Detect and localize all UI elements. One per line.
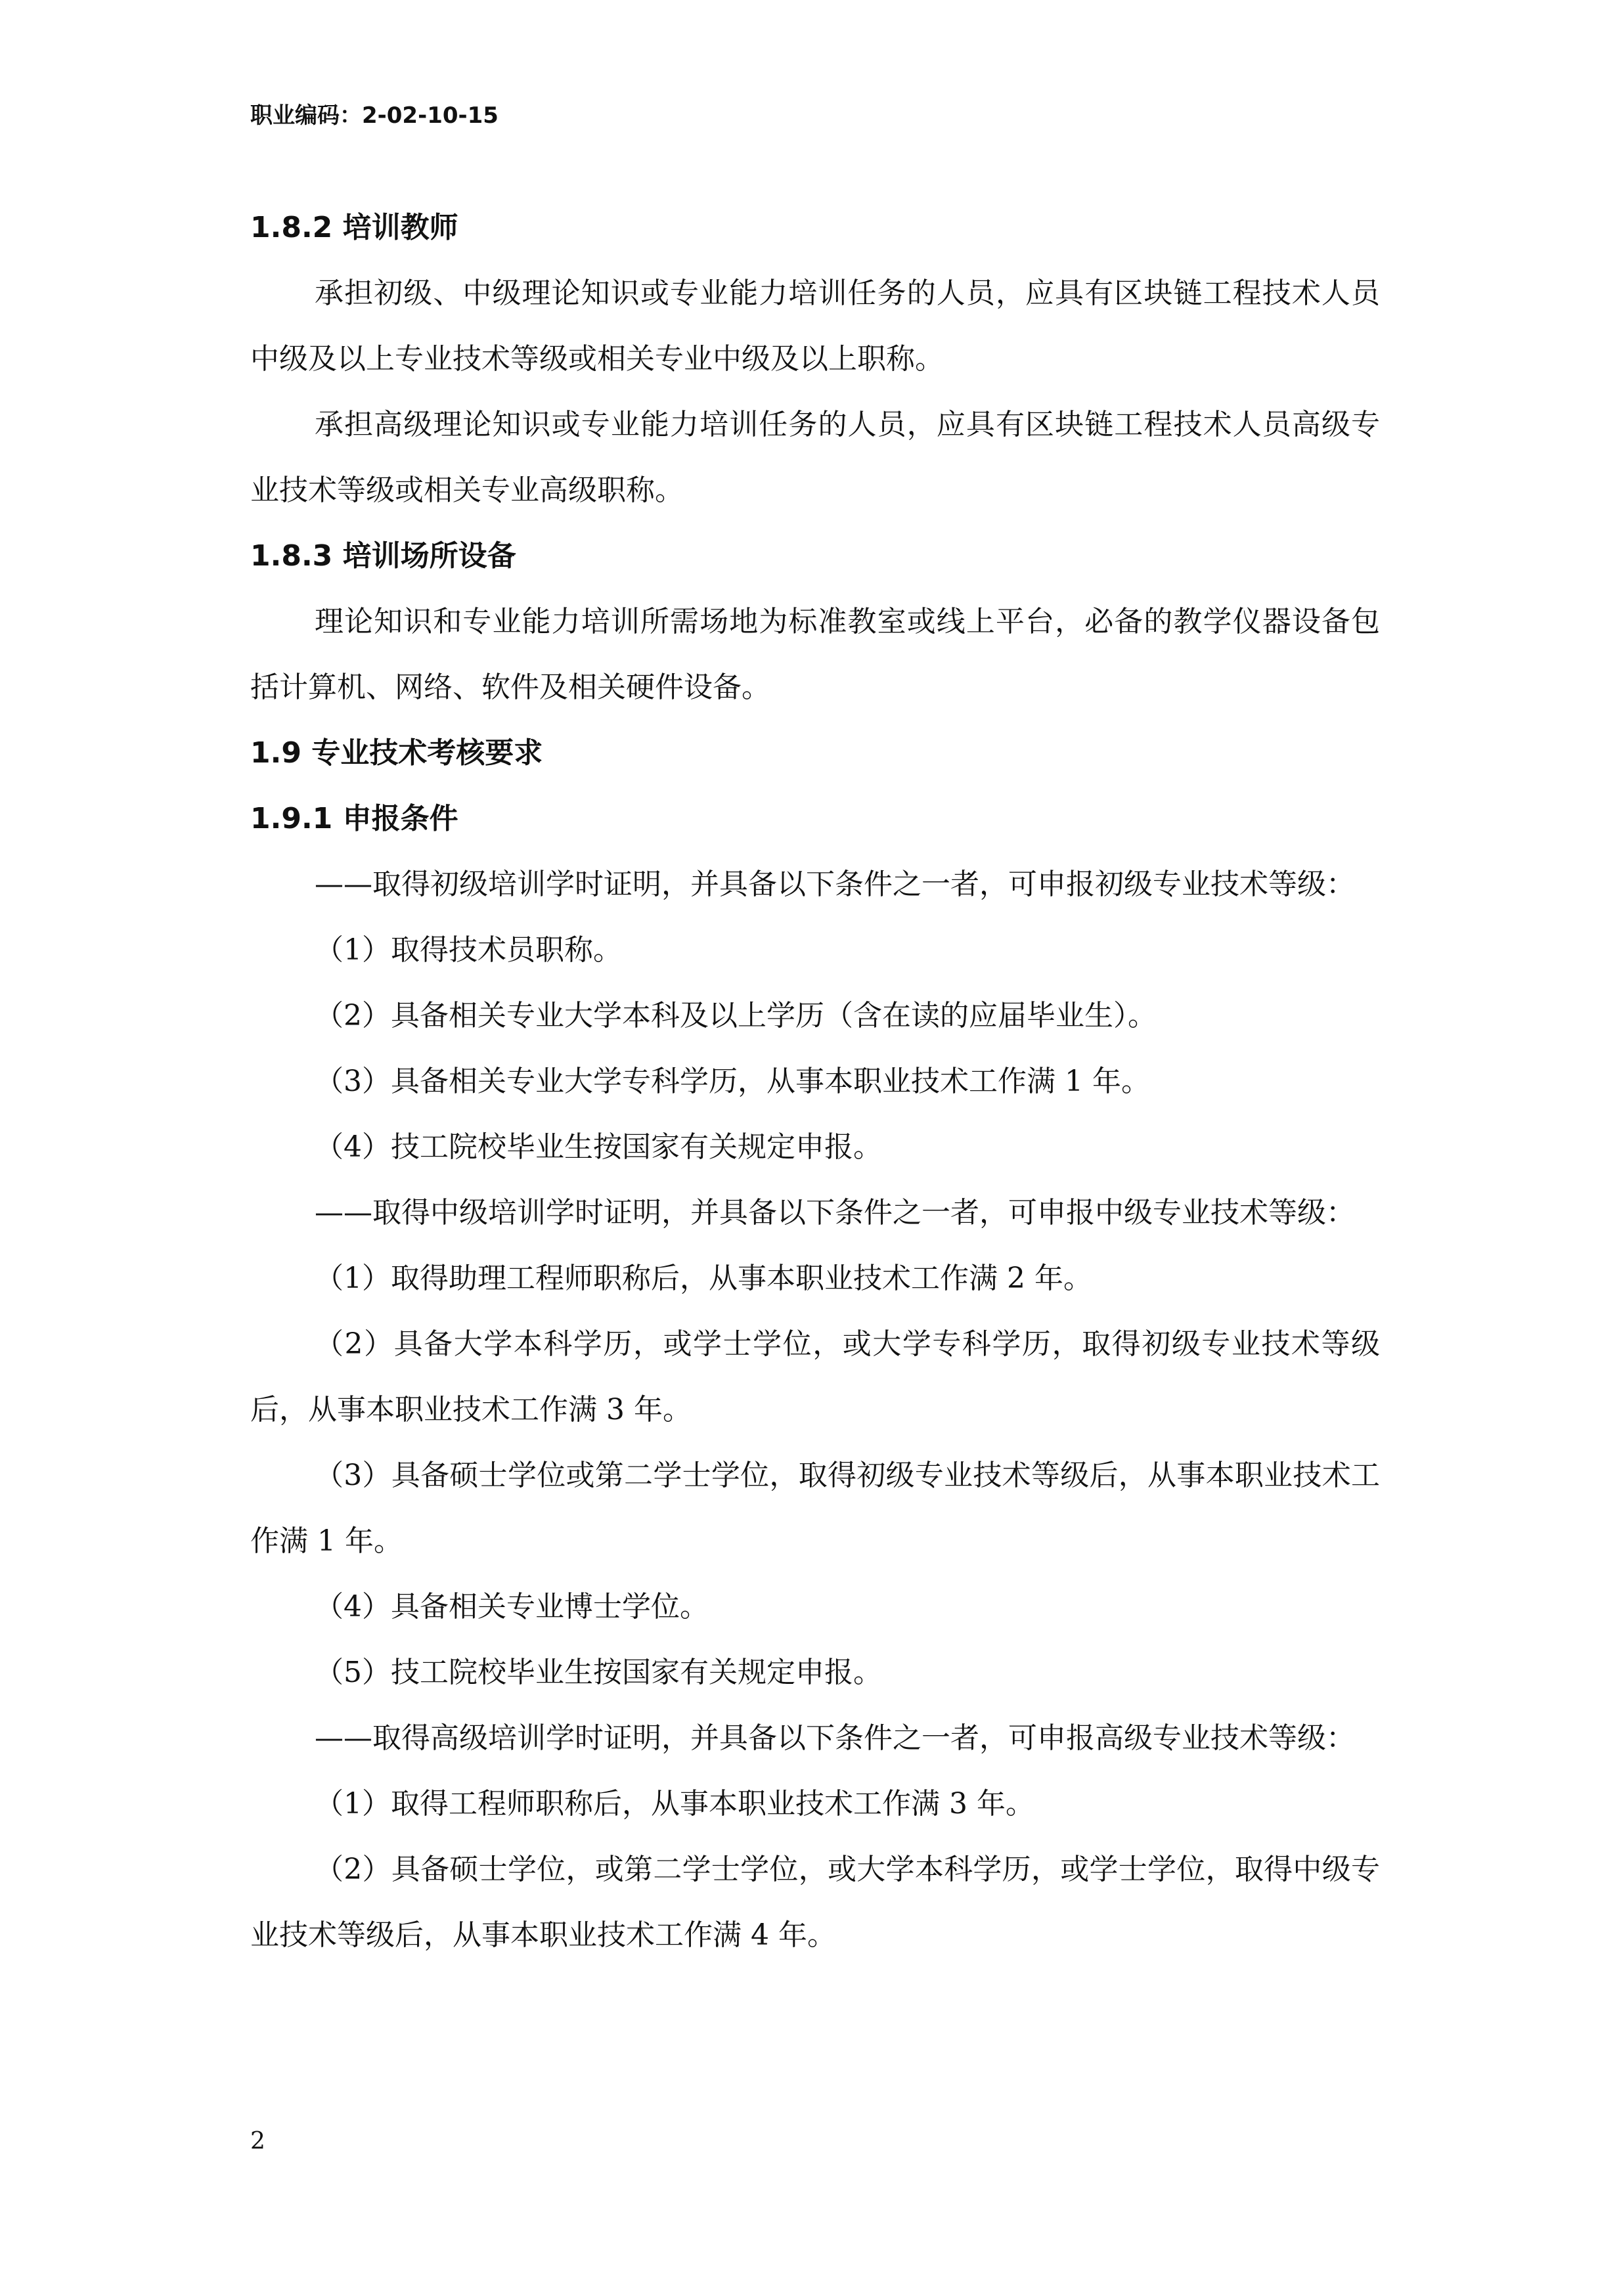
occupation-code-header: 职业编码：2-02-10-15 [250, 102, 499, 129]
section-heading-1-9-1: 1.9.1 申报条件 [250, 802, 458, 835]
paragraph-teacher-senior: 承担高级理论知识或专业能力培训任务的人员，应具有区块链工程技术人员高级专业技术等级或相关专业高级职称。 [250, 408, 1380, 507]
list-item: （4）具备相关专业博士学位。 [315, 1590, 709, 1623]
page-number: 2 [250, 2128, 265, 2155]
section-heading-1-8-3: 1.8.3 培训场所设备 [250, 539, 516, 573]
list-item: （2）具备相关专业大学本科及以上学历（含在读的应届毕业生）。 [315, 999, 1157, 1032]
paragraph-junior-intro: ——取得初级培训学时证明，并具备以下条件之一者，可申报初级专业技术等级： [315, 868, 1355, 901]
list-item: （1）取得技术员职称。 [315, 933, 622, 967]
section-heading-1-8-2: 1.8.2 培训教师 [250, 211, 458, 244]
list-item: （5）技工院校毕业生按国家有关规定申报。 [315, 1656, 882, 1689]
list-item: （3）具备相关专业大学专科学历，从事本职业技术工作满 1 年。 [315, 1065, 1150, 1098]
list-item: （2）具备大学本科学历，或学士学位，或大学专科学历，取得初级专业技术等级后，从事本职业技术工作满 3 年。 [250, 1327, 1380, 1426]
paragraph-intermediate-intro: ——取得中级培训学时证明，并具备以下条件之一者，可申报中级专业技术等级： [315, 1196, 1355, 1229]
list-item: （1）取得助理工程师职称后，从事本职业技术工作满 2 年。 [315, 1262, 1092, 1295]
list-item: （3）具备硕士学位或第二学士学位，取得初级专业技术等级后，从事本职业技术工作满 1 年。 [250, 1459, 1380, 1558]
paragraph-teacher-junior-intermediate: 承担初级、中级理论知识或专业能力培训任务的人员，应具有区块链工程技术人员中级及以上专业技术等级或相关专业中级及以上职称。 [250, 276, 1380, 376]
list-item: （2）具备硕士学位，或第二学士学位，或大学本科学历，或学士学位，取得中级专业技术等级后，从事本职业技术工作满 4 年。 [250, 1853, 1380, 1952]
section-heading-1-9: 1.9 专业技术考核要求 [250, 736, 543, 770]
list-item: （1）取得工程师职称后，从事本职业技术工作满 3 年。 [315, 1787, 1034, 1821]
paragraph-training-facilities: 理论知识和专业能力培训所需场地为标准教室或线上平台，必备的教学仪器设备包括计算机、网络、软件及相关硬件设备。 [250, 605, 1380, 704]
paragraph-senior-intro: ——取得高级培训学时证明，并具备以下条件之一者，可申报高级专业技术等级： [315, 1721, 1355, 1755]
document-body [250, 195, 1380, 1968]
list-item: （4）技工院校毕业生按国家有关规定申报。 [315, 1130, 882, 1164]
